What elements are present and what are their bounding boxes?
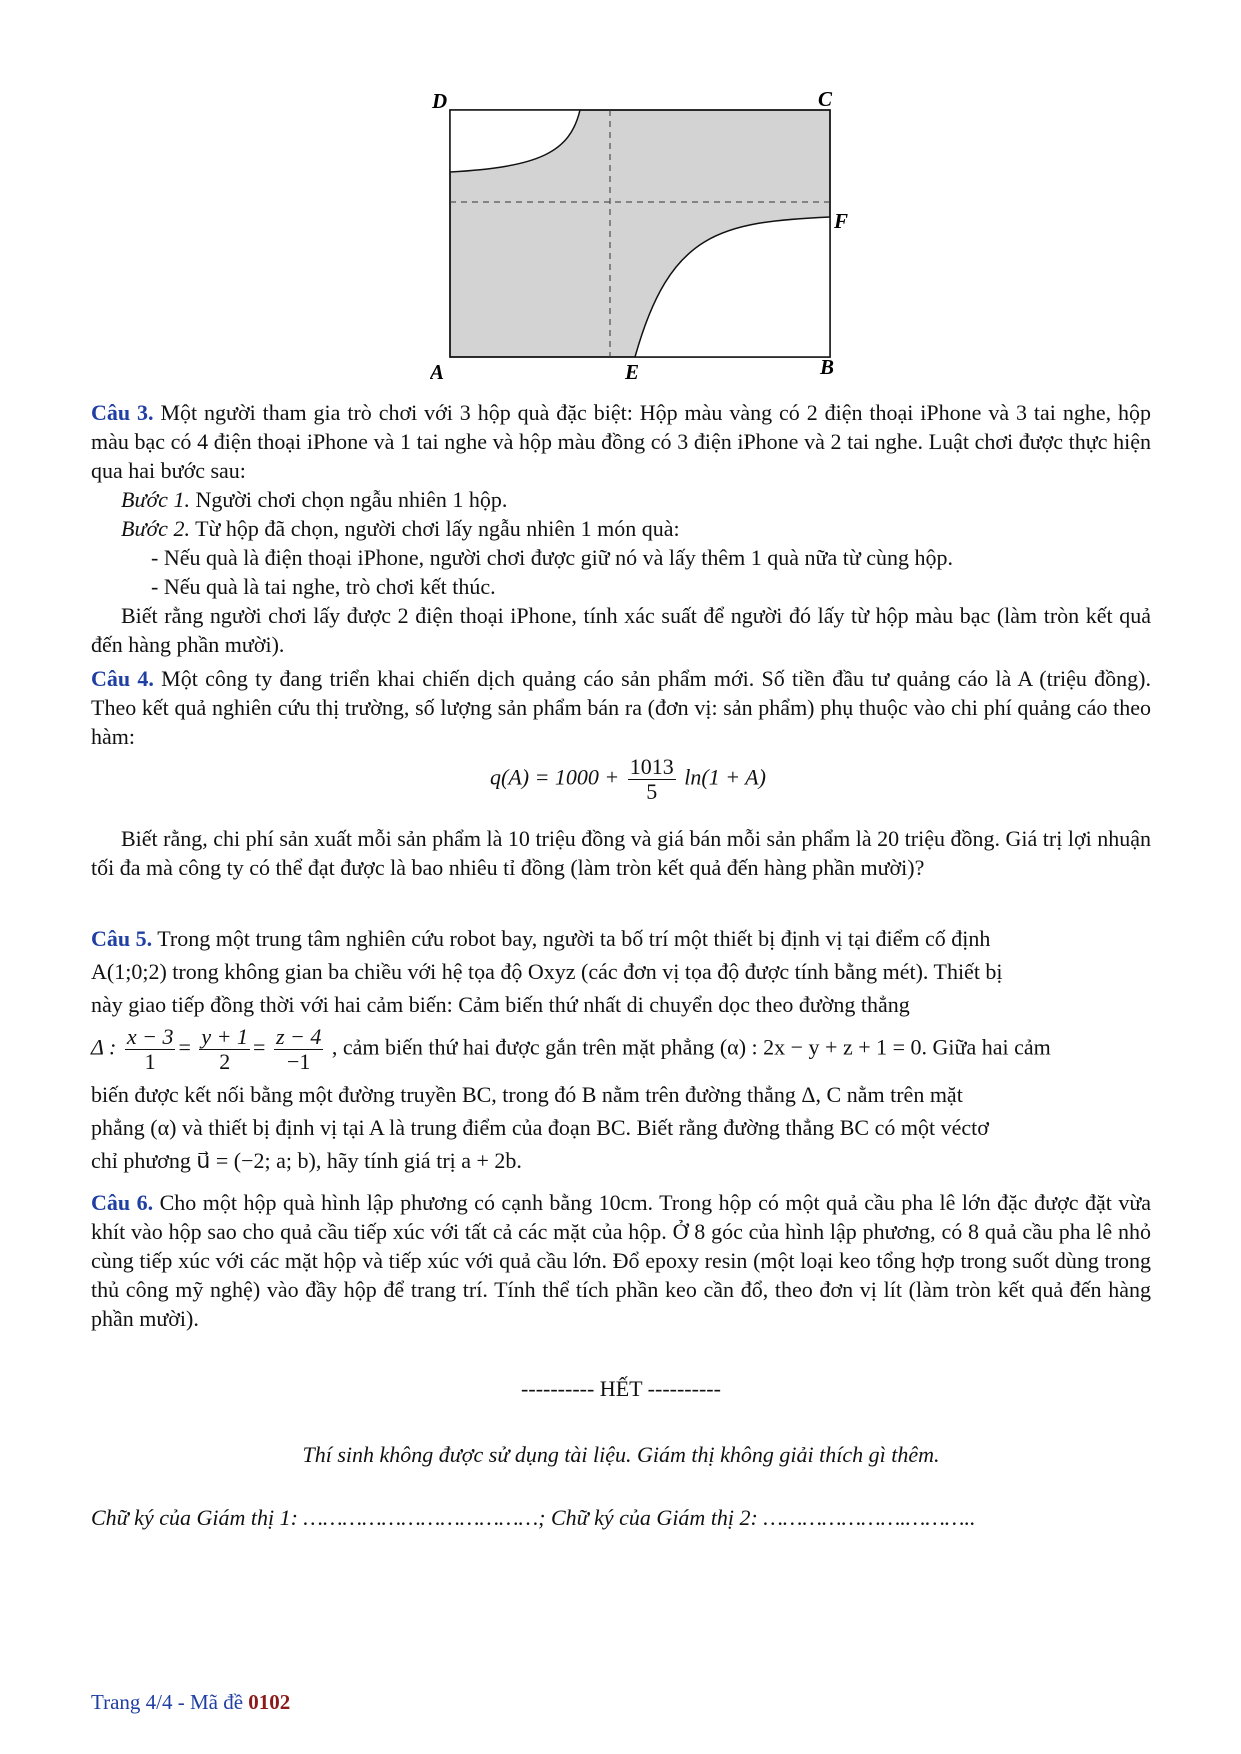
label-A: A	[430, 360, 445, 382]
question-5-line-7: chỉ phương u⃗ = (−2; a; b), hãy tính giá trị a + 2b.	[91, 1148, 522, 1173]
fraction-z: $\frac{z - 4}{-1}$	[275, 1024, 322, 1074]
question-5-line-5: biến được kết nối bằng một đường truyền BC, trong đó B nằm trên đường thẳng Δ, C nằm trên mặt	[91, 1082, 963, 1107]
formula-left: q(A) = 1000 +	[490, 764, 620, 790]
label-B: B	[820, 355, 835, 379]
delta-symbol: Δ :	[91, 1034, 117, 1060]
bullet-1: - Nếu quà là điện thoại iPhone, người chơi được giữ nó và lấy thêm 1 quà nữa từ cùng hộp.	[151, 545, 954, 570]
question-4-intro: Một công ty đang triển khai chiến dịch quảng cáo sản phẩm mới. Số tiền đầu tư quảng cáo là A (triệu đồng). Theo kết quả nghiên cứu thị trường, số lượng sản phẩm bán ra (đơn vị: sản phẩm) phụ thuộc vào chi phí quảng cáo theo hàm:	[91, 666, 1151, 749]
step-1-label: Bước 1.	[121, 487, 190, 512]
step-2	[91, 514, 1151, 543]
formula-right: ln(1 + A)	[684, 764, 766, 790]
question-5-heading: Câu 5.	[91, 926, 153, 951]
profit-formula	[490, 755, 766, 804]
question-4	[91, 664, 1151, 751]
formula-denominator: 5	[646, 779, 658, 804]
question-5-line-2: A(1;0;2) trong không gian ba chiều với hệ tọa độ Oxyz (các đơn vị tọa độ được tính bằng mét). Thiết bị	[91, 959, 1003, 984]
page-number: Trang 4/4 - Mã đề	[91, 1690, 249, 1714]
hyperbola-region-diagram	[430, 92, 850, 382]
bullet-2: - Nếu quà là tai nghe, trò chơi kết thúc.	[151, 574, 496, 599]
question-5-line-6: phẳng (α) và thiết bị định vị tại A là trung điểm của đoạn BC. Biết rằng đường thẳng BC có một véctơ	[91, 1115, 989, 1140]
question-3-intro: Một người tham gia trò chơi với 3 hộp quà đặc biệt: Hộp màu vàng có 2 điện thoại iPhone và 3 tai nghe, hộp màu bạc có 4 điện thoại iPhone và 1 tai nghe và hộp màu đồng có 3 điện iPhone và 2 tai nghe. Luật chơi được thực hiện qua hai bước sau:	[91, 400, 1152, 483]
label-F: F	[834, 209, 849, 233]
end-marker: ---------- HẾT ----------	[521, 1376, 721, 1401]
question-5-line-3: này giao tiếp đồng thời với hai cảm biến: Cảm biến thứ nhất di chuyển dọc theo đường thẳng	[91, 992, 910, 1017]
formula-fraction	[628, 755, 676, 804]
question-6	[91, 1188, 1151, 1333]
step-1-text: Người chơi chọn ngẫu nhiên 1 hộp.	[195, 487, 508, 512]
exam-note: Thí sinh không được sử dụng tài liệu. Giám thị không giải thích gì thêm.	[302, 1442, 940, 1467]
label-C: C	[818, 92, 833, 111]
proctor-signatures: Chữ ký của Giám thị 1: ………………………………; Chữ ký của Giám thị 2: ………………….………..	[91, 1505, 976, 1530]
question-3	[91, 398, 1151, 659]
question-6-text: Cho một hộp quà hình lập phương có cạnh bằng 10cm. Trong hộp có một quả cầu pha lê lớn đặc được đặt vừa khít vào hộp sao cho quả cầu tiếp xúc với tất cả các mặt của hộp. Ở 8 góc của hình lập phương, có 8 quả cầu pha lê nhỏ cùng tiếp xúc với các mặt hộp và tiếp xúc với quả cầu lớn. Đổ epoxy resin (một loại keo tổng hợp trong suốt dùng trong thủ công mỹ nghệ) vào đầy hộp để trang trí. Tính thể tích phần keo cần đổ, theo đơn vị lít (làm tròn kết quả đến hàng phần mười).	[91, 1190, 1152, 1331]
question-3-heading: Câu 3.	[91, 400, 154, 425]
page-footer	[91, 1688, 290, 1717]
question-6-heading: Câu 6.	[91, 1190, 154, 1215]
label-D: D	[432, 92, 448, 113]
question-3-prompt: Biết rằng người chơi lấy được 2 điện thoại iPhone, tính xác suất để người đó lấy từ hộp màu bạc (làm tròn kết quả đến hàng phần mười).	[91, 603, 1151, 657]
formula-numerator: 1013	[629, 754, 674, 779]
label-E: E	[625, 360, 640, 382]
rectangle-figure	[430, 92, 850, 382]
fraction-x: $\frac{x - 3}{1}$	[126, 1024, 174, 1074]
question-5	[91, 922, 1151, 1177]
question-4-heading: Câu 4.	[91, 666, 154, 691]
step-1	[91, 485, 1151, 514]
step-2-text: Từ hộp đã chọn, người chơi lấy ngẫu nhiên 1 món quà:	[195, 516, 680, 541]
exam-code: 0102	[248, 1690, 291, 1714]
fraction-y: $\frac{y + 1}{2}$	[201, 1024, 249, 1074]
question-4-prompt-block	[91, 824, 1151, 882]
question-5-line-1: Câu 5. Trong một trung tâm nghiên cứu robot bay, người ta bố trí một thiết bị định vị tại điểm cố định	[91, 926, 991, 951]
question-5-line-4: Δ : $\frac{x - 3}{1}$ = $\frac{y + 1}{2}$ = $\frac{z - 4}{-1}$ , cảm biến thứ hai được gắn trên mặt phẳng (α) : 2x − y + z + 1 = 0. Giữa hai cảm	[91, 1024, 1051, 1074]
step-2-label: Bước 2.	[121, 516, 190, 541]
question-4-prompt: Biết rằng, chi phí sản xuất mỗi sản phẩm là 10 triệu đồng và giá bán mỗi sản phẩm là 20 triệu đồng. Giá trị lợi nhuận tối đa mà công ty có thể đạt được là bao nhiêu tỉ đồng (làm tròn kết quả đến hàng phần mười)?	[91, 826, 1151, 880]
